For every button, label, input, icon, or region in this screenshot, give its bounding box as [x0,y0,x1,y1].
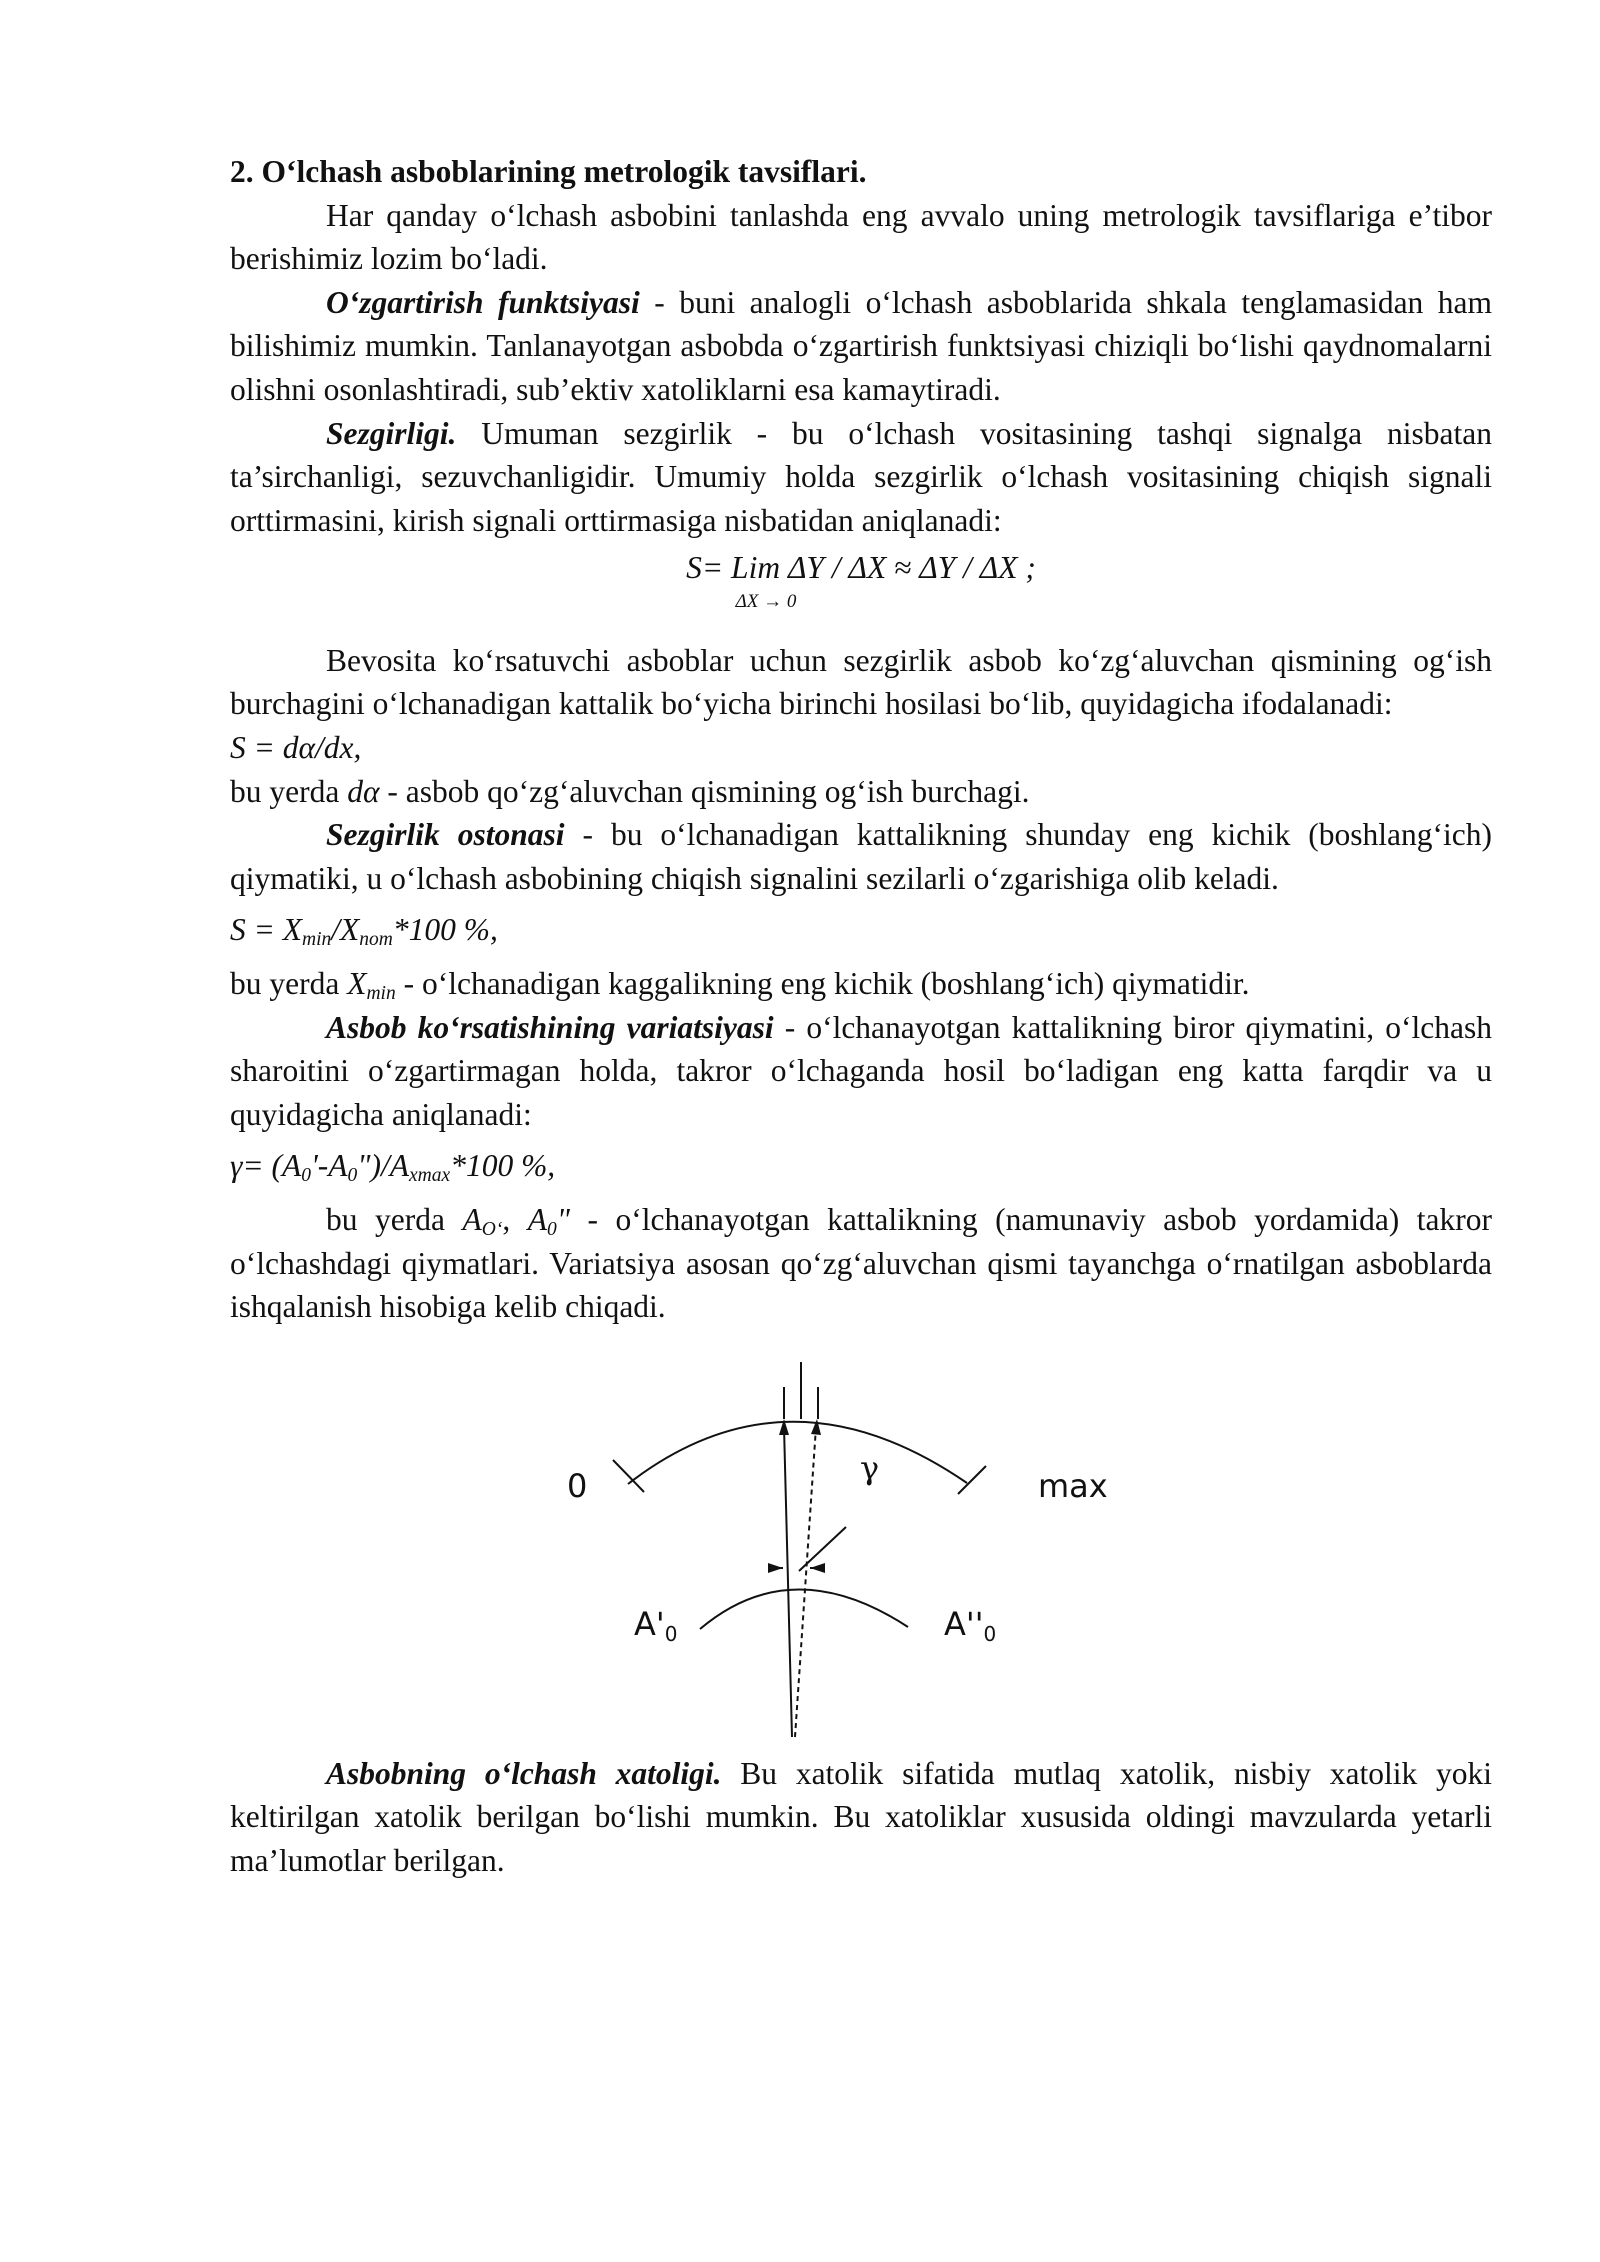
angle-symbol: dα [347,773,380,809]
variation-explanation [230,1198,1492,1329]
conversion-function-paragraph [230,281,1492,412]
a0-prime-sub: 0 [664,1621,678,1646]
derivative-explanation-text: - asbob qo‘zg‘aluvchan qismining og‘ish burchagi. [379,773,1030,809]
gamma-label: γ [860,1448,880,1487]
threshold-text: - bu o‘lchanadigan kattalikning shunday eng kichik (boshlang‘ich) qiymatiki, u o‘lchash asbobining chiqish signalini sezilarli o‘zgarishiga olib keladi. [230,817,1493,896]
where-prefix: bu yerda [230,773,348,809]
a0-prime-text: A' [634,1604,665,1643]
variation-paragraph [230,1006,1492,1137]
threshold-formula-part: *100 %, [392,912,498,948]
pointer-arrowhead-dashed [811,1419,821,1435]
a0-double-prime-text: A'' [944,1604,984,1643]
threshold-formula [230,908,1492,952]
formula-limit-main: S= Lim ΔY / ΔX ≈ ΔY / ΔX ; [686,550,1036,586]
a-letter: A [462,1201,482,1237]
threshold-explanation [230,962,1492,1006]
conversion-function-text: - buni analogli o‘lchash asboblarida shkala tenglamasidan ham bilishimiz mumkin. Tanlanayotgan asbobda o‘zgartirish funktsiyasi chiziqli bo‘lishi qaydnomalarni olishni osonlashtiradi, sub’ektiv xatoliklarni esa kamaytiradi. [230,284,1493,407]
derivative-explanation [230,770,1492,814]
sensitivity-paragraph [230,412,1492,543]
where-prefix: bu yerda [326,1201,463,1237]
document-body [230,150,1492,1883]
xmin-letter: X [347,966,367,1001]
sensitivity-text: Umuman sezgirlik - bu o‘lchash vositasining tashqi signalga nisbatan ta’sirchanligi, sezuvchanligidir. Umumiy holda sezgirlik o‘lchash vositasining chiqish signali orttirmasini, kirish signali orttirmasiga nisbatidan aniqlanadi: [230,415,1492,538]
a0-double-prime-sub: 0 [983,1621,997,1646]
conversion-function-term: O‘zgartirish funktsiyasi [326,284,640,320]
instrument-error-text: Bu xatolik sifatida mutlaq xatolik, nisbiy xatolik yoki keltirilgan xatolik berilgan bo‘lishi mumkin. Bu xatoliklar xususida oldingi mavzularda yetarli ma’lumotlar berilgan. [230,1755,1493,1878]
threshold-formula-part: S = X [230,912,302,948]
formula-limit-subscript: ΔX → 0 [735,590,797,612]
a-tail: " [556,1201,570,1237]
pointer-a0-double-prime [795,1427,816,1737]
variation-formula-part: ")/A [357,1148,409,1184]
threshold-term: Sezgirlik ostonasi [326,817,565,853]
scale-max-label: max [1038,1466,1108,1505]
variation-diagram-svg [230,1357,1492,1752]
a-sub: O‘ [481,1218,503,1240]
variation-formula-sub: xmax [409,1165,451,1187]
sensitivity-limit-formula [230,552,1492,611]
xmin-sub: min [366,982,396,1004]
threshold-explanation-text: - o‘lchanadigan kaggalikning eng kichik (boshlang‘ich) qiymatidir. [395,966,1250,1001]
a-sub: 0 [546,1218,557,1240]
pointer-a0-prime [784,1427,792,1737]
variation-formula-part: γ= (A [230,1148,302,1184]
variation-formula-part: *100 %, [450,1148,556,1184]
variation-term: Asbob ko‘rsatishining variatsiyasi [326,1009,774,1045]
variation-explanation-text: - o‘lchanayotgan kattalikning (namunaviy asbob yordamida) takror o‘lchashdagi qiymatlari. Variatsiya asosan qo‘zg‘aluvchan qismi tayanchga o‘rnatilgan asboblarda ishqalanish hisobiga kelib chiqadi. [230,1201,1493,1325]
threshold-formula-sub: min [302,929,332,951]
a0-prime-symbol [462,1201,503,1240]
variation-formula-sub: 0 [347,1165,358,1187]
threshold-formula-part: /X [331,912,360,948]
threshold-formula-sub: nom [359,929,393,951]
instrument-error-term: Asbobning o‘lchash xatoligi. [326,1755,722,1791]
a0-double-prime-label [944,1605,996,1646]
scale-zero-label: 0 [567,1466,588,1505]
a-letter: A [527,1201,547,1237]
sensitivity-term: Sezgirligi. [326,415,457,451]
section-title: 2. O‘lchash asboblarining metrologik tavsiflari. [230,154,867,189]
intro-paragraph: Har qanday o‘lchash asbobini tanlashda eng avvalo uning metrologik tavsiflariga e’tibor berishimiz lozim bo‘ladi. [230,197,1492,277]
a0-prime-label [634,1605,677,1646]
where-prefix: bu yerda [230,966,348,1001]
xmin-symbol [347,966,396,1004]
variation-formula-part: '-A [311,1148,348,1184]
variation-formula [230,1144,1492,1188]
direct-reading-paragraph: Bevosita ko‘rsatuvchi asboblar uchun sezgirlik asbob ko‘zg‘aluvchan qismining og‘ish burchagini o‘lchanadigan kattalik bo‘yicha birinchi hosilasi bo‘lib, quyidagicha ifodalanadi: [230,642,1492,722]
variation-text: - o‘lchanayotgan kattalikning biror qiymatini, o‘lchash sharoitini o‘zgartirmagan holda, takror o‘lchaganda hosil bo‘ladigan eng katta farqdir va u quyidagicha aniqlanadi: [230,1009,1493,1132]
instrument-error-paragraph [230,1752,1492,1883]
variation-formula-sub: 0 [301,1165,312,1187]
threshold-paragraph [230,813,1492,900]
variation-diagram [230,1357,1492,1752]
a0-double-prime-symbol [527,1201,570,1240]
derivative-formula: S = dα/dx, [230,730,362,766]
scale-arc [628,1421,967,1483]
separator: , [502,1201,528,1237]
